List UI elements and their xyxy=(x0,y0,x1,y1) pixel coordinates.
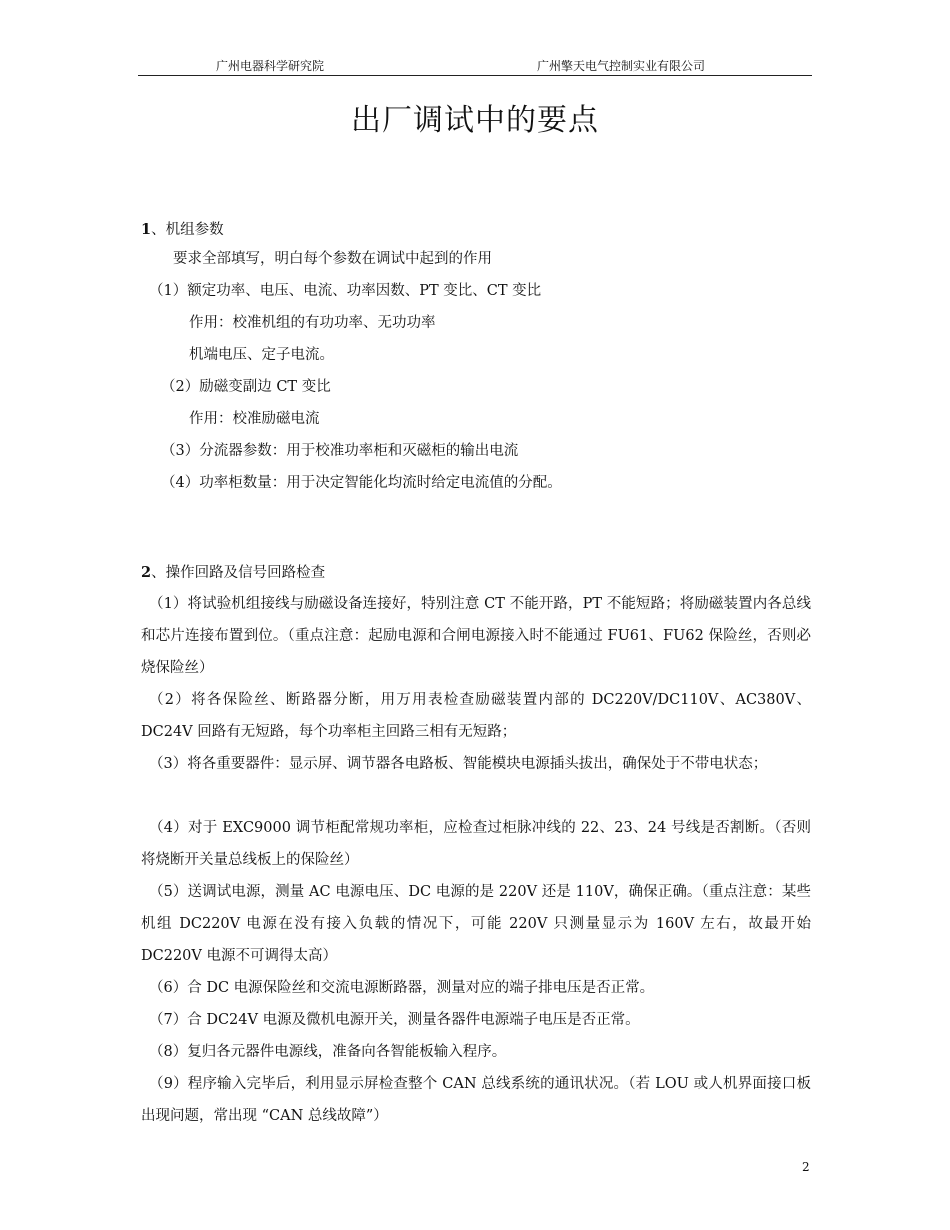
page-header xyxy=(138,58,812,76)
section-2-paragraph xyxy=(141,812,811,876)
section-2-paragraph-text: （2）将各保险丝、断路器分断，用万用表检查励磁装置内部的 DC220V/DC110V、AC380V、DC24V 回路有无短路，每个功率柜主回路三相有无短路； xyxy=(141,692,811,740)
section-1-line: （3）分流器参数：用于校准功率柜和灭磁柜的输出电流 xyxy=(161,443,519,459)
section-2-paragraph-text: （7）合 DC24V 电源及微机电源开关，测量各器件电源端子电压是否正常。 xyxy=(149,1012,640,1028)
section-2-paragraph-text: （5）送调试电源，测量 AC 电源电压、DC 电源的是 220V 还是 110V，确保正确。（重点注意：某些机组 DC220V 电源在没有接入负载的情况下，可能 220V 只测量显示为 160V 左右，故最开始 DC220V 电源不可调得太高） xyxy=(141,884,811,964)
section-2-paragraph-text: （8）复归各元器件电源线，准备向各智能板输入程序。 xyxy=(149,1044,507,1060)
section-1-heading xyxy=(141,218,224,239)
section-2-paragraph xyxy=(141,1004,811,1036)
section-2-heading-text: 、操作回路及信号回路检查 xyxy=(151,565,326,581)
section-2-number: 2 xyxy=(141,564,152,581)
section-2-paragraph xyxy=(141,684,811,748)
section-2-paragraph xyxy=(141,748,811,780)
section-1-line: （2）励磁变副边 CT 变比 xyxy=(161,379,331,395)
section-1-line: 机端电压、定子电流。 xyxy=(189,347,334,363)
section-2-paragraph-text: （4）对于 EXC9000 调节柜配常规功率柜，应检查过柜脉冲线的 22、23、24 号线是否割断。（否则将烧断开关量总线板上的保险丝） xyxy=(141,820,811,868)
header-right-company: 广州擎天电气控制实业有限公司 xyxy=(537,59,706,73)
section-1-line: 作用：校准励磁电流 xyxy=(189,411,320,427)
section-2-paragraph-text: （1）将试验机组接线与励磁设备连接好，特别注意 CT 不能开路，PT 不能短路；将励磁装置内各总线和芯片连接布置到位。（重点注意：起励电源和合闸电源接入时不能通过 FU61、FU62 保险丝，否则必烧保险丝） xyxy=(141,596,811,676)
section-2-paragraph-text: （6）合 DC 电源保险丝和交流电源断路器，测量对应的端子排电压是否正常。 xyxy=(149,980,655,996)
section-1-line: （4）功率柜数量：用于决定智能化均流时给定电流值的分配。 xyxy=(161,475,562,491)
section-1-line: （1）额定功率、电压、电流、功率因数、PT 变比、CT 变比 xyxy=(149,283,542,299)
section-2-paragraph-text: （9）程序输入完毕后，利用显示屏检查整个 CAN 总线系统的通讯状况。（若 LOU 或人机界面接口板出现问题，常出现 “CAN 总线故障”） xyxy=(141,1076,811,1124)
header-left-org: 广州电器科学研究院 xyxy=(216,59,325,73)
section-2-paragraph-text: （3）将各重要器件：显示屏、调节器各电路板、智能模块电源插头拔出，确保处于不带电状态； xyxy=(149,756,768,772)
section-2-paragraph xyxy=(141,972,811,1004)
page-number: 2 xyxy=(802,1160,810,1174)
document-title: 出厂调试中的要点 xyxy=(351,103,599,138)
section-2-heading xyxy=(141,561,325,582)
section-1-heading-text: 、机组参数 xyxy=(151,222,224,238)
section-2-paragraph xyxy=(141,588,811,684)
section-1-number: 1 xyxy=(141,221,152,238)
section-1-line: 要求全部填写，明白每个参数在调试中起到的作用 xyxy=(173,251,492,267)
section-2-paragraph xyxy=(141,1036,811,1068)
section-2-paragraph xyxy=(141,1068,811,1132)
section-1-line: 作用：校准机组的有功功率、无功功率 xyxy=(189,315,436,331)
section-2-paragraph xyxy=(141,876,811,972)
